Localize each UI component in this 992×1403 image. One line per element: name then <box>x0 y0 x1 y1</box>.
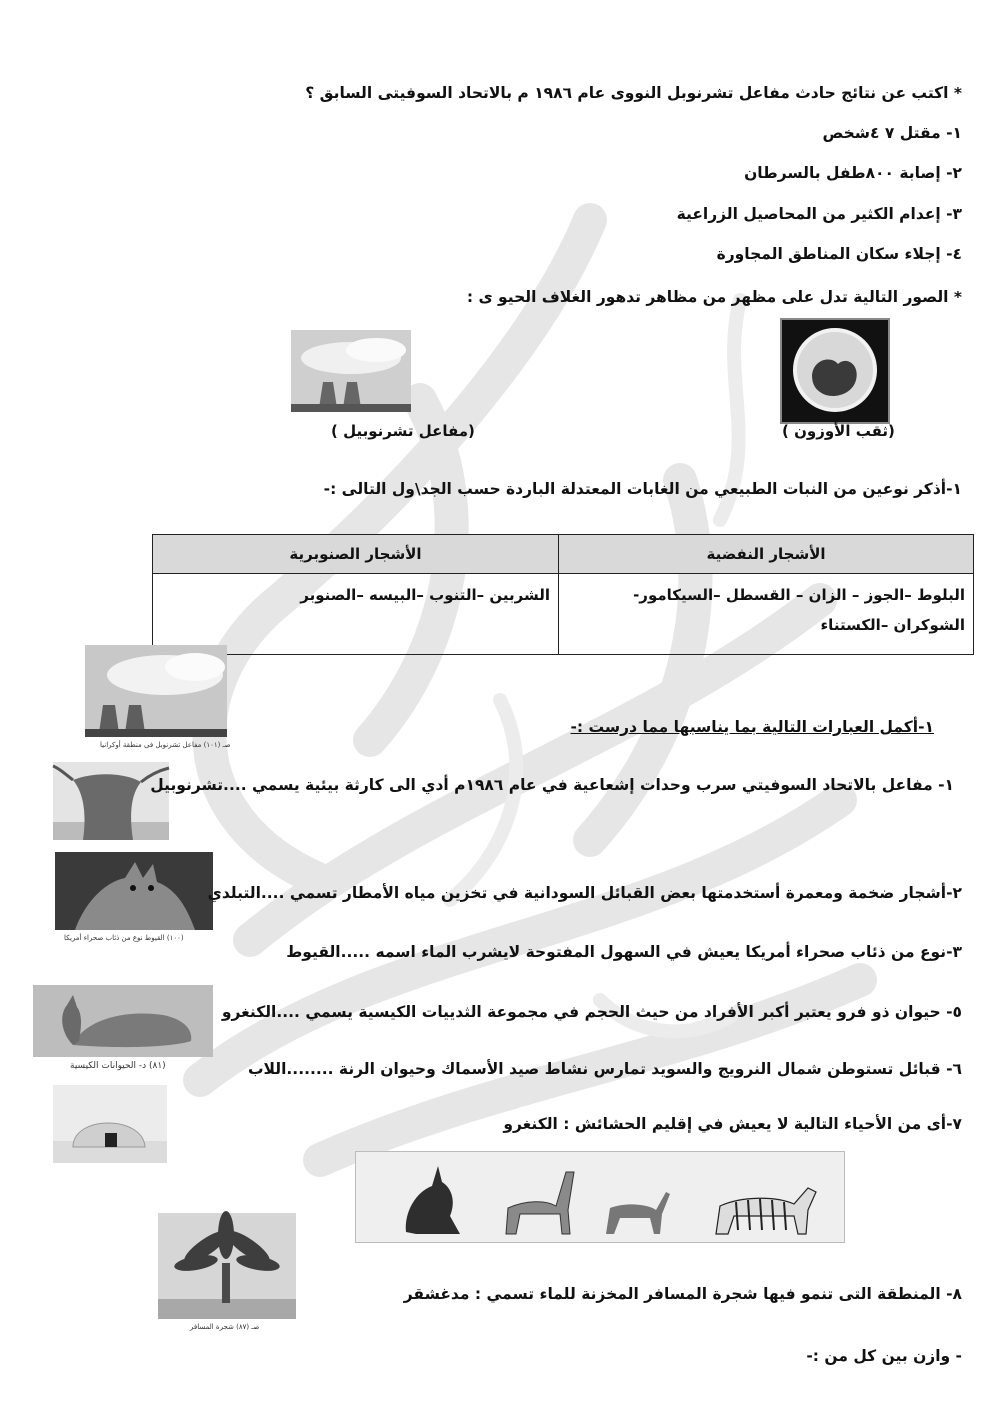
q1-item-3: ٣- إعدام الكثير من المحاصيل الزراعية <box>676 205 962 223</box>
forest-trees-table <box>152 534 974 655</box>
kangaroo-image <box>33 985 213 1057</box>
chernobyl-reactor-caption: (مفاعل تشرنوبيل ) <box>331 422 475 440</box>
grassland-animals-image <box>355 1151 845 1243</box>
q4-item-7: ٧-أى من الأحياء التالية لا يعيش في إقليم الحشائش : الكنغرو <box>503 1115 962 1133</box>
igloo-image <box>53 1085 167 1163</box>
q4-item-5: ٥- حيوان ذو فرو يعتبر أكبر الأفراد من حيث الحجم في مجموعة الثدييات الكيسية يسمي ....الكنغرو <box>221 1003 962 1021</box>
table-cell-deciduous: البلوط –الجوز – الزان – القسطل –السيكامور- الشوكران –الكستناء <box>559 574 974 655</box>
reactor-small-caption: صـ (١٠١) مفاعل تشرنوبل فى منطقة أوكرانيا <box>100 741 231 749</box>
table-header-coniferous: الأشجار الصنوبرية <box>153 535 559 574</box>
q4-item-1: ١- مفاعل بالاتحاد السوفيتي سرب وحدات إشعاعية في عام ١٩٨٦م أدي الى كارثة بيئية يسمي ....تشرنوبيل <box>150 776 954 794</box>
chernobyl-reactor-image <box>291 330 411 412</box>
q4-item-8: ٨- المنطقة التى تنمو فيها شجرة المسافر المخزنة للماء تسمي : مدغشقر <box>403 1285 962 1303</box>
table-header-row <box>153 535 974 574</box>
coyote-image <box>55 852 213 930</box>
q1-item-4: ٤- إجلاء سكان المناطق المجاورة <box>716 245 962 263</box>
q4-item-3: ٣-نوع من ذئاب صحراء أمريكا يعيش في السهول المفتوحة لايشرب الماء اسمه .....القيوط <box>286 943 962 961</box>
q4-heading: ١-أكمل العبارات التالية بما يناسبها مما درست :- <box>570 718 934 736</box>
travelers-tree-image <box>158 1213 296 1319</box>
q4-item-2: ٢-أشجار ضخمة ومعمرة أستخدمتها بعض القبائل السودانية في تخزين مياه الأمطار تسمي ....التبلدي <box>207 884 962 902</box>
ozone-hole-image <box>780 318 890 424</box>
q1-question: * اكتب عن نتائج حادث مفاعل تشرنوبل النووى عام ١٩٨٦ م بالاتحاد السوفيتى السابق ؟ <box>305 84 962 102</box>
ozone-hole-caption: (ثقب الأوزون ) <box>782 422 895 440</box>
q2-prompt: * الصور التالية تدل على مظهر من مظاهر تدهور الغلاف الحيو ى : <box>466 288 962 306</box>
q1-item-2: ٢- إصابة ٨٠٠طفل بالسرطان <box>744 164 962 182</box>
travelers-tree-caption: صـ (٨٧) شجرة المسافر <box>190 1323 260 1331</box>
table-header-deciduous: الأشجار النفضية <box>559 535 974 574</box>
marsupials-caption: (٨١) د- الحيوانات الكيسية <box>70 1061 166 1071</box>
table-cell-coniferous: الشربين –التنوب –البيسه –الصنوبر <box>153 574 559 655</box>
coyote-caption: (١٠٠) القيوط نوع من ذئاب صحراء أمريكا <box>64 934 184 942</box>
q3-prompt: ١-أذكر نوعين من النبات الطبيعي من الغابات المعتدلة الباردة حسب الجد\ول التالى :- <box>323 480 962 498</box>
reactor-small-image <box>85 645 227 737</box>
q4-compare: - وازن بين كل من :- <box>806 1347 962 1365</box>
q4-item-6: ٦- قبائل تستوطن شمال النرويج والسويد تمارس نشاط صيد الأسماك وحيوان الرنة ........اللاب <box>247 1060 962 1078</box>
table-row <box>153 574 974 655</box>
q1-item-1: ١- مقتل ٧ ٤شخص <box>822 124 962 142</box>
